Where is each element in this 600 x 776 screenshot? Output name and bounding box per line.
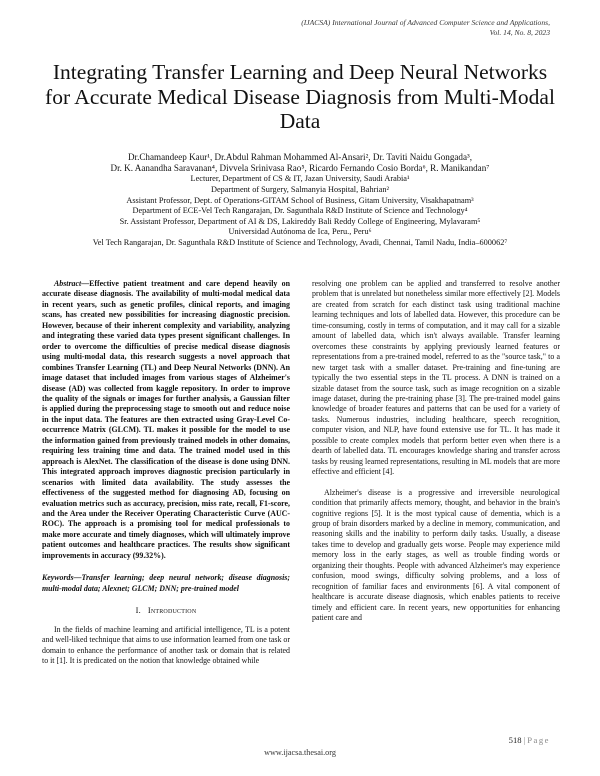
- abstract-label: Abstract: [54, 279, 82, 288]
- page-number-value: 518: [508, 735, 522, 745]
- section-title: Introduction: [147, 606, 197, 616]
- journal-header: [301, 18, 550, 38]
- keywords: Keywords—Transfer learning; deep neural network; disease diagnosis; multi-modal data; Alexnet; GLCM; DNN; pre-trained model: [42, 573, 290, 593]
- abstract-text: —Effective patient treatment and care depend heavily on accurate disease diagnosis. The availability of multi-modal medical data in recent years, such as genetic profiles, clinical reports, and imaging scans, has created new possibilities for increasing diagnostic precision. However, because of their inherent complexity and variability, analyzing and integrating these varied data types present significant challenges. In order to overcome the difficulties of precise medical disease diagnosis using multi-modal data, this research suggests a novel approach that combines Transfer Learning (TL) and Deep Neural Networks (DNN). An image dataset that included images from various stages of Alzheimer's disease (AD) was collected from kaggle repository. In order to improve the quality of the signals or images for further analysis, a Gaussian filter is applied during the preprocessing stage to smooth out and reduce noise in the input data. The features are then extracted using Gray-Level Co-occurrence Matrix (GLCM). TL makes it possible for the model to use the information gained from previously trained models in other domains, requiring less training time and data. The trained model used in this approach is AlexNet. The classification of the disease is done using DNN. This integrated approach improves diagnostic precision particularly in scenarios with limited data availability. The study assesses the effectiveness of the suggested method for diagnosing AD, focusing on evaluation metrics such as accuracy, precision, miss rate, recall, F1-score, and the Area under the Receiver Operating Characteristic Curve (AUC-ROC). The approach is a promising tool for medical professionals to make more accurate and timely diagnoses, which will ultimately improve patient outcomes and healthcare practices. The results show significant improvements in accuracy (99.32%).: [42, 279, 290, 560]
- intro-paragraph-1: In the fields of machine learning and artificial intelligence, TL is a potent and well-liked technique that aims to use information learned from one task or domain to enhance the performance of another task or domain that is related to it [1]. It is predicated on the notion that knowledge obtained while: [42, 624, 290, 665]
- journal-header-line2: Vol. 14, No. 8, 2023: [489, 28, 550, 37]
- left-column: [42, 279, 290, 666]
- intro-paragraph-2: Alzheimer's disease is a progressive and irreversible neurological condition that primarily affects memory, thought, and behavior in the brain's cognitive regions [5]. It is the most typical cause of dementia, which is a group of brain disorders marked by a decline in memory, communication, and reasoning skills and the inability to perform daily tasks. Usually, a disease takes time to develop and gradually gets worse. People may experience mild memory loss in the early stages, as well as trouble finding words or organizing their thoughts. People with advanced Alzheimer's may experience confusion, mood swings, difficulty solving problems, and a loss of recognition of familiar faces and environments [6]. A vital component of healthcare is accurate disease diagnosis, which enables patients to receive timely and efficient care. In recent years, new opportunities for enhancing patient care and: [312, 487, 560, 623]
- abstract: [42, 279, 290, 561]
- right-column: [312, 279, 560, 624]
- affiliation-4: Department of ECE-Vel Tech Rangarajan, Dr. Sagunthala R&D Institute of Science and Technology⁴: [132, 206, 468, 216]
- affiliation-1: Lecturer, Department of CS & IT, Jazan University, Saudi Arabia¹: [190, 174, 410, 184]
- section-heading-introduction: [42, 606, 290, 616]
- page-number-label: Page: [527, 735, 550, 745]
- affiliation-6: Universidad Autónoma de Ica, Peru., Peru⁶: [228, 227, 372, 237]
- intro-paragraph-1-continued: resolving one problem can be applied and transferred to resolve another problem that is unrelated but nonetheless similar more effectively [2]. Models are created from scratch for each distinct task using traditional machine learning techniques and lots of labelled data. However, this procedure can be time-consuming, costly in terms of computation, and it may call for a sizable amount of labelled data, which isn't always available. Transfer learning overcomes these constraints by applying previously learned features or representations from a pre-trained model, referred to as the "source task," to a new target task with a smaller dataset. Pre-training and fine-tuning are typically the two essential steps in the TL process. A DNN is trained on a sizable dataset from the source task, such as image recognition on a sizable image dataset, during the pre-training phase [3]. The pre-trained model gains knowledge of broader features and patterns that can be used for a variety of tasks. Numerous industries, including healthcare, speech recognition, computer vision, and NLP, have found extensive use for TL. It has made it possible to create complex models that perform better even when there is a dearth of labelled data. TL encourages knowledge sharing and transfer across tasks by reusing learned representations, resulting in ML models that are more effective and efficient [4].: [312, 279, 560, 477]
- affiliation-2: Department of Surgery, Salmanyia Hospital, Bahrian²: [210, 185, 390, 194]
- affiliation-5: Sr. Assistant Professor, Department of AI & DS, Lakireddy Bali Reddy College of Engineering, Mylavaram⁵: [119, 216, 481, 226]
- affiliation-3: Assistant Professor, Dept. of Operations-GITAM School of Business, Gitam University, Visakhapatnam³: [126, 195, 474, 205]
- footer-url[interactable]: www.ijacsa.thesai.org: [264, 748, 336, 757]
- journal-header-line1: (IJACSA) International Journal of Advanced Computer Science and Applications,: [301, 18, 550, 27]
- section-number: I.: [135, 606, 141, 616]
- author-names-line1: Dr.Chamandeep Kaur¹, Dr.Abdul Rahman Mohammed Al-Ansari², Dr. Taviti Naidu Gongada³,: [127, 152, 473, 162]
- author-block: [20, 152, 580, 249]
- page-number: [509, 735, 550, 745]
- author-names-line2: Dr. K. Aanandha Saravanan⁴, Divvela Srinivasa Rao⁵, Ricardo Fernando Cosio Borda⁶, R. Manikandan⁷: [110, 163, 490, 174]
- paper-title: Integrating Transfer Learning and Deep Neural Networks for Accurate Medical Disease Diagnosis from Multi-Modal Data: [45, 60, 555, 133]
- affiliation-7: Vel Tech Rangarajan, Dr. Sagunthala R&D Institute of Science and Technology, Avadi, Chennai, Tamil Nadu, India–600062⁷: [92, 237, 508, 247]
- page-number-divider: |: [523, 735, 526, 745]
